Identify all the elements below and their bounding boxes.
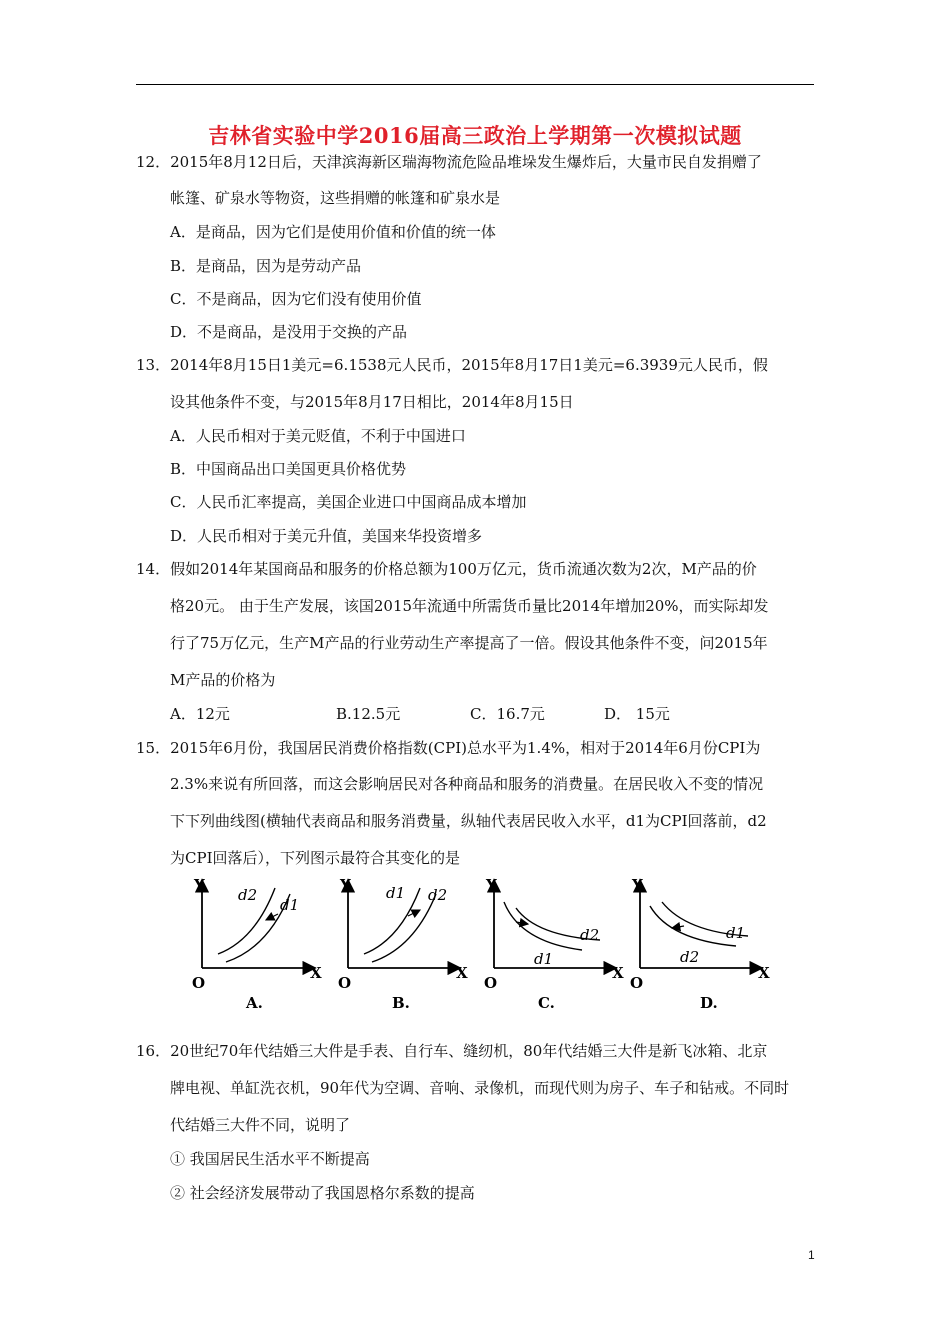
fig-b-axis-x: X — [456, 964, 468, 982]
q12-stem-line2: 帐篷、矿泉水等物资，这些捐赠的帐篷和矿泉水是 — [170, 189, 501, 207]
fig-c-axis-x: X — [612, 964, 624, 982]
q14-option-b: B.12.5元 — [336, 705, 401, 723]
q13-option-b: B．中国商品出口美国更具价格优势 — [170, 460, 407, 478]
q15-curve-figures — [180, 868, 780, 1018]
fig-b-origin: O — [338, 974, 352, 992]
fig-d-lower-label: d2 — [680, 948, 700, 966]
q13-stem-line2: 设其他条件不变，与2015年8月17日相比，2014年8月15日 — [170, 393, 574, 411]
q13-option-c: C．人民币汇率提高，美国企业进口中国商品成本增加 — [170, 493, 527, 511]
page-title: 吉林省实验中学2016届高三政治上学期第一次模拟试题 — [208, 123, 742, 148]
fig-c-axis-y: Y — [486, 876, 497, 894]
fig-b-lower-label: d2 — [428, 886, 448, 904]
fig-b-axis-y: Y — [340, 876, 351, 894]
q14-stem-line3: 行了75万亿元，生产M产品的行业劳动生产率提高了一倍。假设其他条件不变，问2015年 — [170, 634, 768, 652]
figure-c — [484, 876, 624, 1012]
fig-c-upper-label: d2 — [580, 926, 600, 944]
q16-option-2: ② 社会经济发展带动了我国恩格尔系数的提高 — [170, 1184, 475, 1202]
fig-d-axis-x: X — [758, 964, 770, 982]
page-number: 1 — [808, 1248, 815, 1262]
q14-stem-line1: 14．假如2014年某国商品和服务的价格总额为100万亿元，货币流通次数为2次，M产品的价 — [136, 560, 757, 578]
q16-stem-line1: 16．20世纪70年代结婚三大件是手表、自行车、缝纫机，80年代结婚三大件是新飞冰箱、北京 — [136, 1042, 768, 1060]
fig-c-label: C. — [538, 994, 555, 1012]
q13-stem-line1: 13．2014年8月15日1美元=6.1538元人民币，2015年8月17日1美元=6.3939元人民币，假 — [136, 356, 768, 374]
q12-option-a: A．是商品，因为它们是使用价值和价值的统一体 — [170, 223, 496, 241]
q15-stem-line2: 2.3%来说有所回落，而这会影响居民对各种商品和服务的消费量。在居民收入不变的情况 — [170, 775, 764, 793]
figure-b — [338, 876, 468, 1012]
fig-a-axis-y: Y — [194, 876, 205, 894]
fig-a-origin: O — [192, 974, 206, 992]
q14-stem-line2: 格20元。 由于生产发展，该国2015年流通中所需货币量比2014年增加20%，而实际却发 — [170, 597, 769, 615]
q12-option-c: C．不是商品，因为它们没有使用价值 — [170, 290, 422, 308]
fig-c-lower-label: d1 — [534, 950, 554, 968]
q13-option-a: A．人民币相对于美元贬值，不利于中国进口 — [170, 427, 466, 445]
q15-stem-line3: 下下列曲线图(横轴代表商品和服务消费量，纵轴代表居民收入水平，d1为CPI回落前，d2 — [170, 812, 767, 830]
fig-d-origin: O — [630, 974, 644, 992]
q15-stem-line4: 为CPI回落后），下列图示最符合其变化的是 — [170, 849, 460, 867]
q12-option-d: D．不是商品，是没用于交换的产品 — [170, 323, 408, 341]
fig-c-origin: O — [484, 974, 498, 992]
fig-a-upper-label: d2 — [238, 886, 258, 904]
fig-d-axis-y: Y — [632, 876, 643, 894]
q14-option-d: D． 15元 — [604, 705, 670, 723]
fig-a-label: A. — [246, 994, 263, 1012]
q14-option-a: A．12元 — [170, 705, 230, 723]
q16-stem-line3: 代结婚三大件不同，说明了 — [170, 1116, 351, 1134]
fig-b-label: B. — [392, 994, 410, 1012]
q15-stem-line1: 15．2015年6月份，我国居民消费价格指数(CPI)总水平为1.4%，相对于2014年6月份CPI为 — [136, 739, 761, 757]
fig-d-label: D. — [700, 994, 718, 1012]
q13-option-d: D．人民币相对于美元升值，美国来华投资增多 — [170, 527, 483, 545]
figure-a — [192, 876, 322, 1012]
fig-a-lower-label: d1 — [280, 896, 300, 914]
fig-d-upper-label: d1 — [726, 924, 746, 942]
q16-stem-line2: 牌电视、单缸洗衣机，90年代为空调、音响、录像机，而现代则为房子、车子和钻戒。不同时 — [170, 1079, 790, 1097]
q14-stem-line4: M产品的价格为 — [170, 671, 276, 689]
q16-option-1: ① 我国居民生活水平不断提高 — [170, 1150, 370, 1168]
fig-a-axis-x: X — [310, 964, 322, 982]
q12-option-b: B．是商品，因为是劳动产品 — [170, 257, 362, 275]
figure-d — [630, 876, 770, 1012]
q12-stem-line1: 12．2015年8月12日后，天津滨海新区瑞海物流危险品堆垛发生爆炸后，大量市民自发捐赠了 — [136, 153, 762, 171]
fig-b-upper-label: d1 — [386, 884, 406, 902]
header-rule — [136, 84, 814, 85]
q14-option-c: C．16.7元 — [470, 705, 545, 723]
